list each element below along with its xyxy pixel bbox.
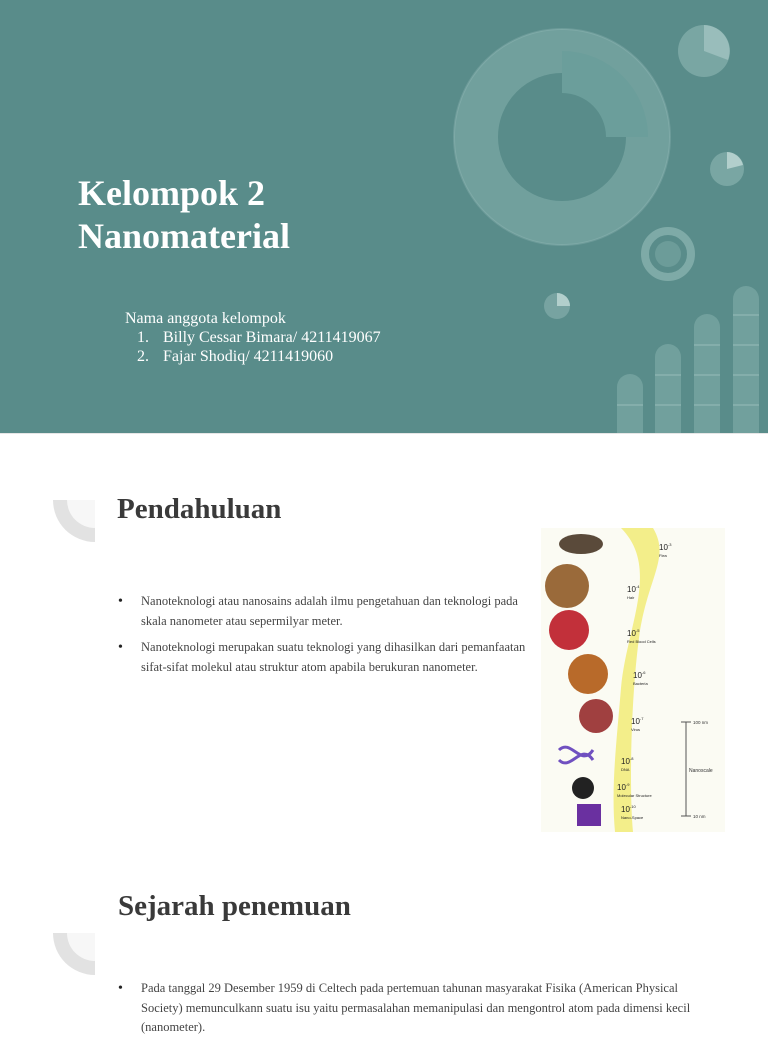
member-item xyxy=(125,328,381,347)
scale-power-label: $10^{-5}$ xyxy=(627,628,640,638)
corner-decoration xyxy=(53,933,95,975)
member-item xyxy=(125,347,381,366)
corner-decoration xyxy=(53,500,95,542)
scale-power-label: $10^{-9}$ xyxy=(617,782,630,792)
range-bottom-label: 10 nm xyxy=(693,814,706,819)
member-list xyxy=(125,309,381,366)
bullet-list xyxy=(118,979,708,1045)
member-number: 2. xyxy=(137,348,149,365)
bullet-item: • Nanoteknologi atau nanosains adalah ilmu pengetahuan dan teknologi pada skala nanometer atau sepermilyar meter. xyxy=(118,592,536,631)
bacteria-icon xyxy=(568,654,608,694)
bar-pills xyxy=(617,286,759,454)
section-heading: Sejarah penemuan xyxy=(118,890,351,922)
scale-power-label: $10^{-8}$ xyxy=(621,756,634,766)
bullet-item: • Nanoteknologi merupakan suatu teknologi yang dihasilkan dari pemanfaatan sifat-sifat molekul atau struktur atom apabila berukuran nanometer. xyxy=(118,638,536,677)
scale-power-label: $10^{-6}$ xyxy=(633,670,646,680)
scale-power-label: $10^{-4}$ xyxy=(627,584,640,594)
title-line-2: Nanomaterial xyxy=(78,216,290,256)
slide-title xyxy=(78,172,290,258)
molecule-icon xyxy=(572,777,594,799)
flea-icon xyxy=(559,534,603,554)
scale-object-label: Molecular Structure xyxy=(617,793,652,798)
introduction-slide xyxy=(0,434,768,848)
scale-object-label: Virus xyxy=(631,727,641,732)
history-slide xyxy=(0,848,768,1034)
virus-icon xyxy=(579,699,613,733)
member-name: Fajar Shodiq/ 4211419060 xyxy=(163,348,334,365)
member-name: Billy Cessar Bimara/ 4211419067 xyxy=(163,329,381,346)
scale-object-label: DNA xyxy=(621,767,630,772)
scale-power-label: $10^{-3}$ xyxy=(659,542,672,552)
tiny-pie-slice xyxy=(557,293,570,306)
scale-object-label: Flea xyxy=(659,553,667,558)
red-blood-cell-icon xyxy=(549,610,589,650)
title-slide xyxy=(0,0,768,433)
scale-power-label: $10^{-7}$ xyxy=(631,716,644,726)
scale-object-label: Nano-Space xyxy=(621,815,644,820)
scale-object-label: Bacteria xyxy=(633,681,648,686)
title-line-1: Kelompok 2 xyxy=(78,173,266,213)
nanoscale-illustration xyxy=(541,528,725,832)
hair-icon xyxy=(545,564,589,608)
members-heading: Nama anggota kelompok xyxy=(125,310,286,327)
range-top-label: 100 nm xyxy=(693,720,709,725)
scale-power-label: $10^{-10}$ xyxy=(621,804,636,814)
scale-object-label: Red Blood Cells xyxy=(627,639,656,644)
scale-object-label: Hair xyxy=(627,595,635,600)
small-ring-center xyxy=(655,241,681,267)
bullet-list xyxy=(118,592,536,684)
member-number: 1. xyxy=(137,329,149,346)
range-label: Nanoscale xyxy=(689,768,713,774)
nano-space-icon xyxy=(577,804,601,826)
bullet-item: • Pada tanggal 29 Desember 1959 di Celtech pada pertemuan tahunan masyarakat Fisika (American Physical Society) memunculkann suatu isu yaitu permasalahan memanipulasi dan mengontrol atom pada dimensi kecil (nanometer). xyxy=(118,979,708,1038)
section-heading: Pendahuluan xyxy=(117,493,282,525)
